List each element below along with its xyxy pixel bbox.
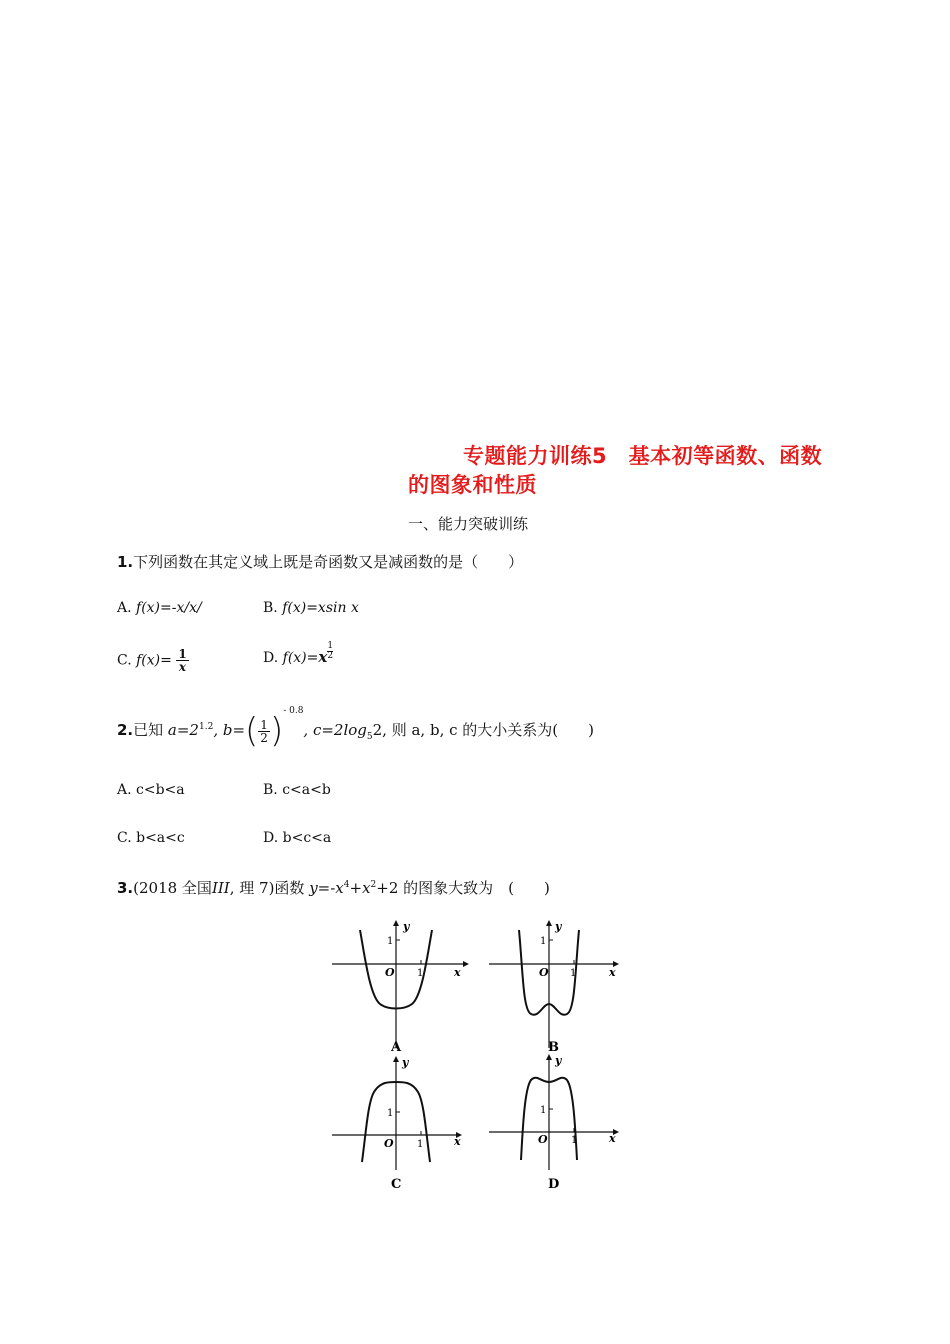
graph-label: A — [391, 1040, 402, 1055]
question-text: 已知 — [133, 721, 168, 739]
x-label: x — [454, 1135, 461, 1148]
log-base: 5 — [366, 732, 373, 742]
fraction-numerator: 1 — [178, 647, 187, 661]
y-label: y — [555, 920, 562, 933]
question-number: 1. — [117, 553, 134, 571]
section-heading: 一、能力突破训练 — [408, 515, 529, 533]
graph-c[interactable] — [328, 1052, 473, 1197]
exponent-denominator: 2 — [327, 651, 334, 661]
power-base: x — [318, 648, 328, 666]
fraction — [258, 719, 270, 744]
option-label: C. — [117, 652, 132, 669]
q1-option-c[interactable] — [117, 648, 189, 673]
function-expr-mid: +x — [349, 879, 371, 897]
graph-d[interactable] — [485, 1052, 630, 1197]
option-expression: f(x)= — [282, 650, 319, 666]
exponent: 2 — [370, 880, 377, 890]
question-number: 3. — [117, 879, 134, 897]
x-tick-label: 1 — [570, 968, 577, 979]
y-axis-arrow — [393, 920, 399, 926]
q2-option-a[interactable]: A. c<b<a — [117, 782, 185, 798]
x-tick-label: 1 — [417, 1139, 424, 1150]
y-tick-label: 1 — [387, 936, 394, 947]
expr-b: , b= — [213, 721, 246, 739]
x-tick-label: 1 — [571, 1135, 578, 1146]
graph-a[interactable] — [328, 918, 473, 1058]
q1-option-b[interactable] — [263, 600, 359, 616]
graph-label: B — [548, 1040, 559, 1055]
graph-label: C — [391, 1177, 402, 1192]
exponent: 4 — [343, 880, 350, 890]
q2-option-c[interactable]: C. b<a<c — [117, 830, 185, 846]
expr-a: a=2 — [167, 721, 199, 739]
exponent-a: 1.2 — [198, 722, 214, 732]
y-axis-arrow — [546, 1054, 552, 1060]
x-label: x — [609, 1132, 616, 1145]
function-expr: y=-x — [309, 879, 344, 897]
left-paren: ( — [245, 711, 259, 751]
question-source: (2018 全国 — [133, 879, 212, 897]
y-tick-label: 1 — [540, 1105, 547, 1116]
question-number: 2. — [117, 721, 134, 739]
question-text: , 理 7)函数 — [229, 879, 310, 897]
question-3 — [117, 877, 550, 898]
right-paren: ) — [269, 711, 284, 751]
option-label: B. — [263, 600, 278, 616]
question-text: 下列函数在其定义域上既是奇函数又是减函数的是（ ） — [133, 553, 524, 571]
q2-option-b[interactable]: B. c<a<b — [263, 782, 331, 798]
graph-label: D — [548, 1177, 560, 1192]
title-line2: 的图象和性质 — [408, 473, 537, 497]
x-label: x — [454, 966, 461, 979]
question-2 — [117, 706, 594, 751]
q1-option-a[interactable] — [117, 600, 202, 616]
option-expression: f(x)=xsin x — [282, 600, 359, 616]
x-axis-arrow — [463, 961, 469, 967]
origin-label: O — [385, 966, 395, 979]
fraction-numerator: 1 — [260, 717, 268, 732]
option-expression: f(x)= — [136, 652, 172, 669]
y-axis-arrow — [393, 1056, 399, 1062]
y-tick-label: 1 — [387, 1108, 394, 1119]
origin-label: O — [538, 1133, 548, 1146]
option-label: A. — [117, 600, 132, 616]
question-text-tail: +2 的图象大致为 ( ) — [376, 879, 550, 897]
power-exponent — [327, 642, 333, 661]
q2-option-d[interactable]: D. b<c<a — [263, 830, 332, 846]
origin-label: O — [384, 1137, 394, 1150]
y-label: y — [555, 1054, 562, 1067]
exponent-numerator: 1 — [327, 641, 334, 651]
option-expression: f(x)=-x/x/ — [136, 600, 202, 616]
origin-label: O — [539, 966, 549, 979]
x-tick-label: 1 — [417, 968, 424, 979]
fraction-denominator: 2 — [260, 730, 268, 745]
fraction-denominator: x — [178, 660, 187, 674]
x-label: x — [609, 966, 616, 979]
y-tick-label: 1 — [540, 936, 547, 947]
option-label: D. — [263, 650, 279, 666]
question-text-tail: 2, 则 a, b, c 的大小关系为( ) — [372, 721, 594, 739]
title-line1: 专题能力训练5 基本初等函数、函数 — [463, 444, 823, 468]
expr-c: , c=2log — [303, 721, 367, 739]
exponent-b: - 0.8 — [283, 706, 304, 716]
q1-option-d[interactable] — [263, 641, 334, 666]
fraction — [176, 648, 188, 673]
question-1 — [117, 551, 523, 572]
graph-b[interactable] — [485, 918, 630, 1058]
y-axis-arrow — [546, 920, 552, 926]
y-label: y — [402, 1056, 409, 1069]
roman-numeral: III — [211, 879, 230, 897]
y-label: y — [403, 920, 410, 933]
